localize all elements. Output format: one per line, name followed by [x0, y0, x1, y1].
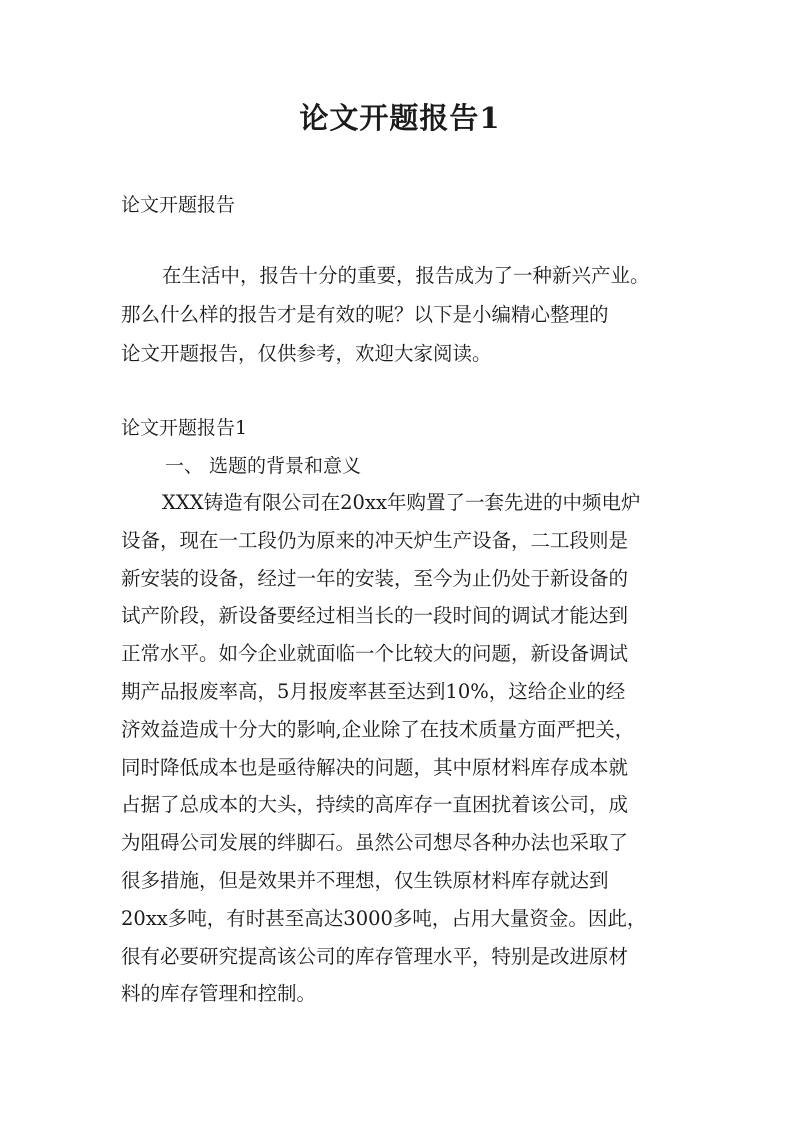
body-line: 占据了总成本的大头，持续的高库存一直困扰着该公司，成 [121, 793, 629, 817]
section-title: 论文开题报告1 [121, 417, 248, 439]
body-line: 同时降低成本也是亟待解决的问题，其中原材料库存成本就 [121, 755, 629, 779]
body-line: 料的库存管理和控制。 [121, 982, 317, 1006]
body-line: 为阻碍公司发展的绊脚石。虽然公司想尽各种办法也采取了 [121, 831, 629, 855]
body-line: 设备，现在一工段仍为原来的冲天炉生产设备，二工段则是 [121, 528, 629, 552]
document-subtitle: 论文开题报告 [121, 194, 236, 216]
body-line: 新安装的设备，经过一年的安装，至今为止仍处于新设备的 [121, 566, 629, 590]
body-line: 济效益造成十分大的影响,企业除了在技术质量方面严把关， [121, 717, 635, 741]
body-line: 很有必要研究提高该公司的库存管理水平，特别是改进原材 [121, 944, 629, 968]
document-title: 论文开题报告1 [299, 101, 501, 135]
intro-line: 在生活中，报告十分的重要，报告成为了一种新兴产业。 [162, 264, 650, 287]
body-line: 很多措施，但是效果并不理想，仅生铁原材料库存就达到 [121, 868, 609, 892]
body-line: XXX铸造有限公司在20xx年购置了一套先进的中频电炉 [162, 491, 641, 514]
body-line: 20xx多吨，有时甚至高达3000多吨，占用大量资金。因此， [121, 906, 647, 930]
body-paragraph [121, 484, 686, 1013]
body-line: 试产阶段，新设备要经过相当长的一段时间的调试才能达到 [121, 604, 629, 628]
body-line: 正常水平。如今企业就面临一个比较大的问题，新设备调试 [121, 642, 629, 666]
section-heading: 一、 选题的背景和意义 [165, 455, 362, 477]
intro-line: 那么什么样的报告才是有效的呢？以下是小编精心整理的 [121, 303, 609, 326]
body-line: 期产品报废率高，5月报废率甚至达到10%，这给企业的经 [121, 679, 626, 703]
intro-line: 论文开题报告，仅供参考，欢迎大家阅读。 [121, 342, 492, 365]
intro-paragraph [121, 256, 681, 373]
